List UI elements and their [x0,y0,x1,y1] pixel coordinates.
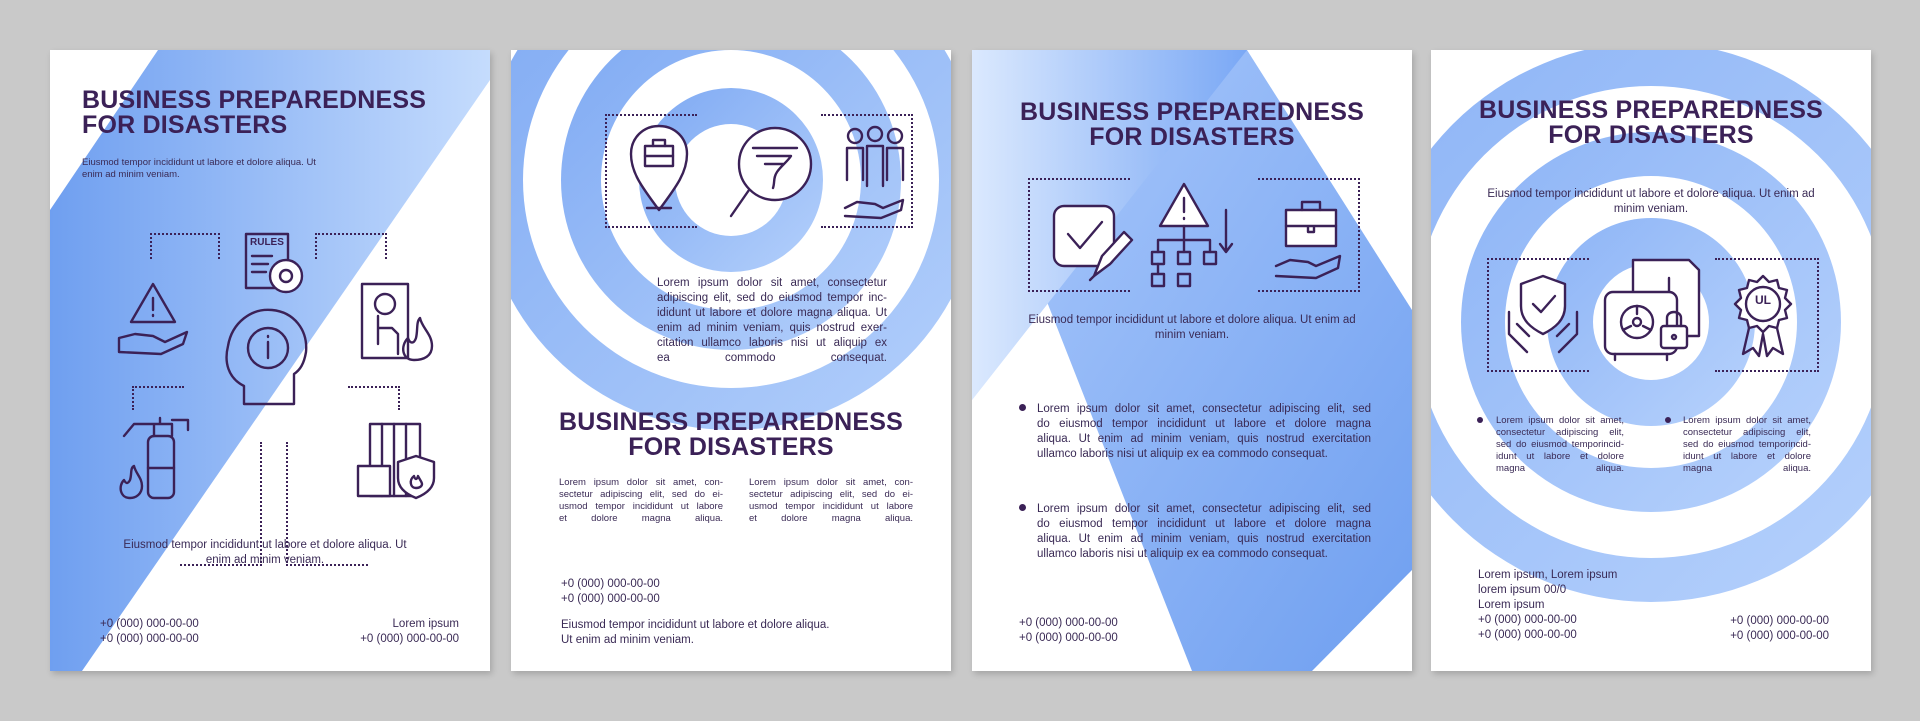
page-2-footer-text: Eiusmod tempor incididunt ut labore et dolore aliqua. Ut enim ad minim veniam. [561,619,830,646]
page-4-bullet-2: Lorem ipsum dolor sit amet, consectetur adipiscing elit, sed do eiusmod temporincid- idunt ut labore et dolore magna aliqua. [1683,415,1811,474]
page-2-column-1: Lorem ipsum dolor sit amet, con- sectetur adipiscing elit, sed do ei- usmod tempor incididunt ut labore et dolore magna aliqua. [559,477,723,524]
alarm-button-fire-icon [358,280,438,364]
page-2-phones: +0 (000) 000-00-00 +0 (000) 000-00-00 [561,578,660,605]
page-4-intro: Eiusmod tempor incididunt ut labore et dolore aliqua. Ut enim ad minim veniam. [1487,188,1815,215]
page-3-phones: +0 (000) 000-00-00 +0 (000) 000-00-00 [1019,617,1118,644]
page-4-bullet-1: Lorem ipsum dolor sit amet, consectetur adipiscing elit, sed do eiusmod temporincid- idunt ut labore et dolore magna aliqua. [1496,415,1624,474]
shield-hands-icon [1505,272,1581,356]
rules-label: RULES [250,237,284,248]
brochure-page-3 [972,50,1412,671]
bullet-dot [1019,504,1026,511]
tornado-magnifier-icon [725,122,815,222]
page-1-title: BUSINESS PREPAREDNESS FOR DISASTERS [82,86,427,139]
brochure-page-2 [511,50,951,671]
warning-hand-icon [113,278,193,358]
page-2-title: BUSINESS PREPAREDNESS FOR DISASTERS [558,408,904,461]
checkbox-pen-icon [1050,202,1136,284]
page-1-footer-text: Eiusmod tempor incididunt ut labore et dolore aliqua. Ut enim ad minim veniam. [123,539,407,566]
location-briefcase-icon [627,122,691,214]
page-4-phones: +0 (000) 000-00-00 +0 (000) 000-00-00 [1730,615,1829,642]
page-1-intro: Eiusmod tempor incididunt ut labore et dolore aliqua. Ut enim ad minim veniam. [82,157,316,180]
briefcase-hand-icon [1272,196,1348,280]
page-1-contact: Lorem ipsum +0 (000) 000-00-00 [360,618,459,645]
brochure-page-1 [50,50,490,671]
page-3-intro: Eiusmod tempor incididunt ut labore et dolore aliqua. Ut enim ad minim veniam. [1028,314,1356,341]
page-1-phones: +0 (000) 000-00-00 +0 (000) 000-00-00 [100,618,199,645]
bullet-dot [1665,417,1671,423]
wall-shield-icon [354,420,438,500]
team-hand-icon [841,124,909,220]
page-3-bullet-2: Lorem ipsum dolor sit amet, consectetur adipiscing elit, sed do eiusmod tempor incididunt ut labore et dolore magna aliqua. Ut enim ad minim veniam, quis nostrud exercitation ullamco laboris nisi ut aliquip ex ea commodo consequat. [1037,503,1371,560]
page-3-title: BUSINESS PREPAREDNESS FOR DISASTERS [1019,98,1365,151]
ul-badge-icon [1727,272,1799,358]
page-4-title: BUSINESS PREPAREDNESS FOR DISASTERS [1478,96,1824,149]
page-3-bullet-1: Lorem ipsum dolor sit amet, consectetur adipiscing elit, sed do eiusmod tempor incididunt ut labore et dolore magna aliqua. Ut enim ad minim veniam, quis nostrud exercitation ullamco laboris nisi ut aliquip ex ea commodo consequat. [1037,403,1371,460]
page-2-column-2: Lorem ipsum dolor sit amet, con- sectetur adipiscing elit, sed do ei- usmod tempor incididunt ut labore et dolore magna aliqua. [749,477,913,524]
page-4-contact-block: Lorem ipsum, Lorem ipsum lorem ipsum 00/0 Lorem ipsum +0 (000) 000-00-00 +0 (000) 000-00-00 [1478,569,1618,641]
bullet-dot [1019,404,1026,411]
warning-hierarchy-icon [1144,180,1234,290]
bullet-dot [1477,417,1483,423]
connector-dots [132,386,184,410]
ul-badge-label: UL [1755,293,1771,307]
safe-documents-icon [1601,256,1703,364]
connector-dots [315,233,387,259]
head-info-icon [220,304,312,408]
page-2-body-text: Lorem ipsum dolor sit amet, consectetur adipiscing elit, sed do eiusmod tempor inc- ididunt ut labore et dolore magna aliqua. Ut enim ad minim veniam, quis nostrud exer- citation ullamco laboris nisi ut aliquip ex ea commodo consequat. [657,277,887,364]
brochure-page-4 [1431,50,1871,671]
fire-extinguisher-icon [114,412,194,502]
connector-dots [348,386,400,410]
connector-dots [150,233,220,259]
